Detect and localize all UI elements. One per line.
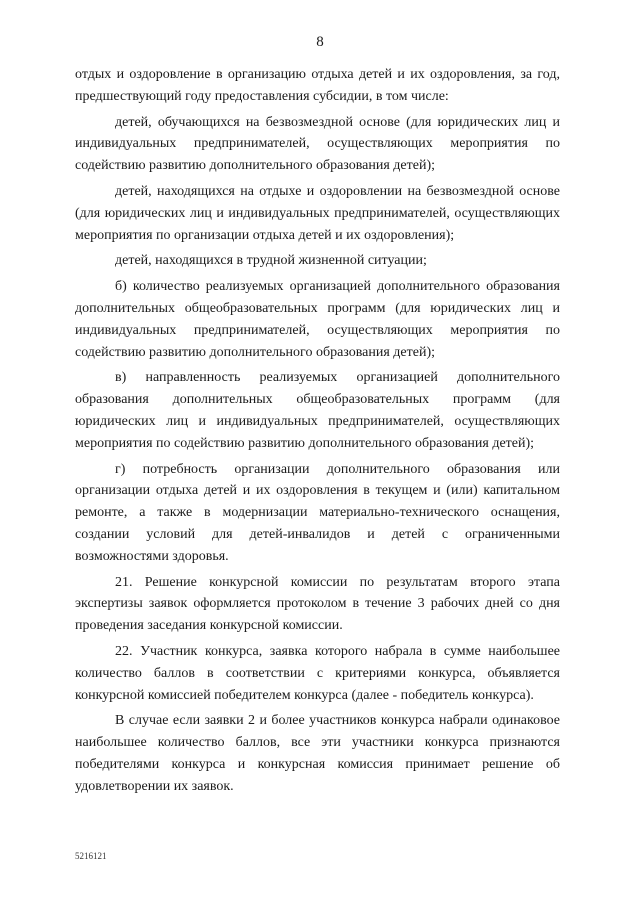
- paragraph-children-free-recreation: детей, находящихся на отдыхе и оздоровлении на безвозмездной основе (для юридических лиц и индивидуальных предпринимателей, осуществляющих мероприятия по организации отдыха детей и их оздоровления);: [75, 183, 560, 243]
- document-body: [75, 64, 560, 802]
- paragraph-clause-22: 22. Участник конкурса, заявка которого набрала в сумме наибольшее количество баллов в соответствии с критериями конкурса, объявляется конкурсной комиссией победителем конкурса (далее - победитель конкурса).: [75, 643, 560, 703]
- paragraph-tie-case: В случае если заявки 2 и более участников конкурса набрали одинаковое наибольшее количество баллов, все эти участники конкурса признаются победителями конкурса и конкурсная комиссия принимает решение об удовлетворении их заявок.: [75, 713, 560, 794]
- page-number: 8: [316, 34, 324, 50]
- paragraph-clause-21: 21. Решение конкурсной комиссии по результатам второго этапа экспертизы заявок оформляется протоколом в течение 3 рабочих дней со дня проведения заседания конкурсной комиссии.: [75, 574, 560, 634]
- paragraph-children-free-education: детей, обучающихся на безвозмездной основе (для юридических лиц и индивидуальных предпринимателей, осуществляющих мероприятия по содействию развитию дополнительного образования детей);: [75, 114, 560, 174]
- paragraph-continuation: отдых и оздоровление в организацию отдыха детей и их оздоровления, за год, предшествующий году предоставления субсидии, в том числе:: [75, 67, 560, 104]
- paragraph-item-v: в) направленность реализуемых организацией дополнительного образования дополнительных общеобразовательных программ (для юридических лиц и индивидуальных предпринимателей, осуществляющих мероприятия по содействию развитию дополнительного образования детей);: [75, 370, 560, 451]
- paragraph-children-difficult-situation: детей, находящихся в трудной жизненной ситуации;: [115, 253, 427, 269]
- paragraph-item-b: б) количество реализуемых организацией дополнительного образования дополнительных общеобразовательных программ (для юридических лиц и индивидуальных предпринимателей, осуществляющих мероприятия по содействию развитию дополнительного образования детей);: [75, 279, 560, 360]
- footer-document-code: 5216121: [75, 851, 107, 861]
- paragraph-item-g: г) потребность организации дополнительного образования или организации отдыха детей и их оздоровления в текущем и (или) капитальном ремонте, а также в модернизации материально-технического оснащения, создании условий для детей-инвалидов и детей с ограниченными возможностями здоровья.: [75, 461, 560, 564]
